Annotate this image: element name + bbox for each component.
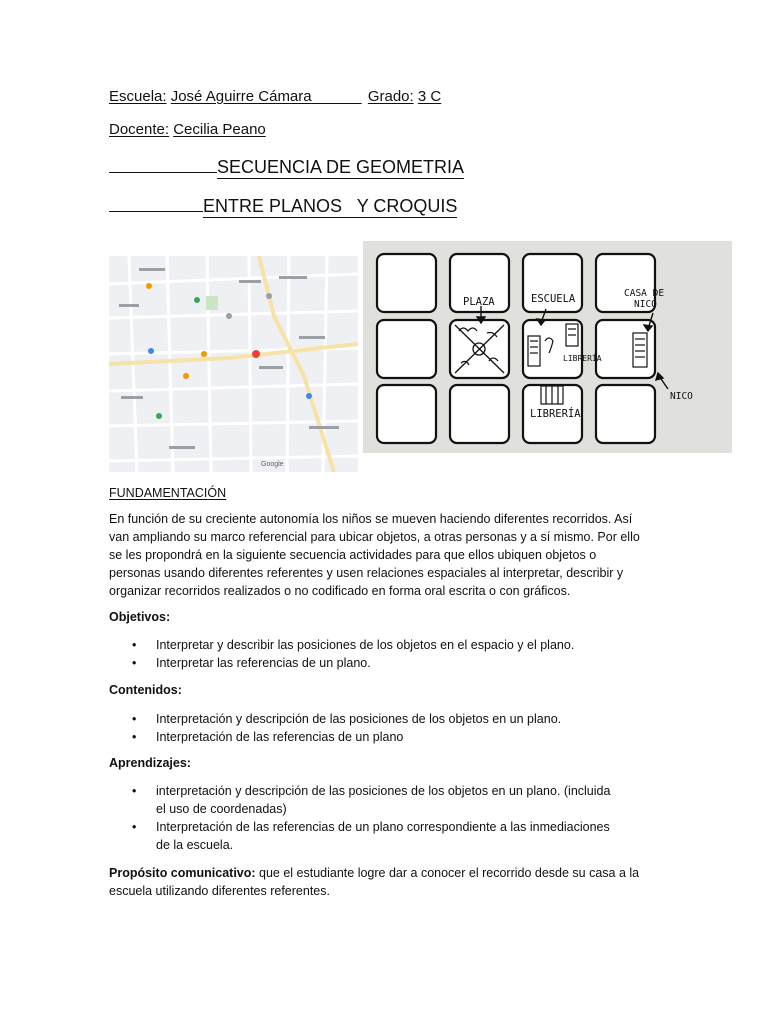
paragraph-line: van ampliando su marco referencial para ubicar objetos, a otras personas y a sí mismo. Por ello	[109, 530, 640, 544]
street-map-graphic	[109, 256, 358, 472]
school-name: José Aguirre Cámara	[170, 88, 312, 105]
block	[377, 320, 436, 378]
list-item: • Interpretar y describir las posiciones de los objetos en el espacio y el plano.	[109, 636, 654, 654]
paragraph-line: organizar recorridos realizados o no codificado en forma oral escrita o con gráficos.	[109, 584, 571, 598]
title-line-1	[109, 154, 464, 178]
aprendizajes-heading: Aprendizajes:	[109, 756, 191, 770]
teacher-name: Cecilia Peano	[173, 121, 266, 138]
proposito-paragraph	[109, 864, 654, 900]
block	[596, 385, 655, 443]
paragraph-line: En función de su creciente autonomía los niños se mueven haciendo diferentes recorridos. Así	[109, 512, 633, 526]
grade-value: 3 C	[417, 88, 442, 105]
teacher-label: Docente:	[109, 121, 170, 138]
page-title: SECUENCIA DE GEOMETRIA	[217, 157, 465, 177]
objetivos-heading: Objetivos:	[109, 610, 171, 624]
title-underline-pad	[109, 193, 203, 212]
aprendizajes-list	[109, 782, 619, 854]
teacher-line	[109, 121, 266, 138]
list-item: • Interpretar las referencias de un plano.	[109, 654, 654, 672]
house-label-line2: NICO	[634, 299, 657, 310]
page-subtitle: ENTRE PLANOS Y CROQUIS	[203, 196, 458, 216]
fundamentacion-paragraph	[109, 510, 654, 600]
list-item: • Interpretación de las referencias de un plano	[109, 728, 654, 746]
croquis-sketch	[363, 241, 732, 453]
block	[450, 385, 509, 443]
list-item: • Interpretación de las referencias de un plano correspondiente a las inmediaciones de la escuela.	[109, 818, 619, 854]
school-label: Escuela:	[109, 88, 167, 105]
contenidos-heading: Contenidos:	[109, 683, 182, 697]
school-gap	[312, 88, 362, 105]
nico-label: NICO	[670, 391, 693, 402]
croquis-graphic	[363, 241, 732, 453]
proposito-label: Propósito comunicativo:	[109, 866, 256, 880]
list-item: • interpretación y descripción de las posiciones de los objetos en un plano. (incluida el uso de coordenadas)	[109, 782, 619, 818]
block	[377, 385, 436, 443]
street-map-image	[109, 256, 358, 472]
bookstore-label: LIBRERÍA	[530, 408, 581, 420]
school-line	[109, 88, 441, 105]
plaza-label: PLAZA	[463, 296, 495, 308]
list-item: • Interpretación y descripción de las posiciones de los objetos en un plano.	[109, 710, 654, 728]
bookstore-small-label: LIBRERÍA	[563, 354, 602, 363]
fundamentacion-heading: FUNDAMENTACIÓN	[109, 486, 227, 500]
map-logo: Google	[261, 461, 284, 468]
paragraph-line: se les propondrá en la siguiente secuencia actividades para que ellos ubiquen objetos o	[109, 548, 597, 562]
house-label-line1: CASA DE	[624, 288, 665, 299]
contenidos-list	[109, 710, 654, 746]
objetivos-list	[109, 636, 654, 672]
grade-label: Grado:	[367, 88, 414, 105]
block	[377, 254, 436, 312]
proposito-text: que el estudiante logre dar a conocer el recorrido desde su casa a la escuela utilizando diferentes referentes.	[109, 866, 640, 898]
title-line-2	[109, 193, 457, 217]
school-label: ESCUELA	[531, 293, 576, 305]
title-underline-pad	[109, 154, 217, 173]
paragraph-line: personas usando diferentes referentes y usen relaciones espaciales al interpretar, describir y	[109, 566, 624, 580]
